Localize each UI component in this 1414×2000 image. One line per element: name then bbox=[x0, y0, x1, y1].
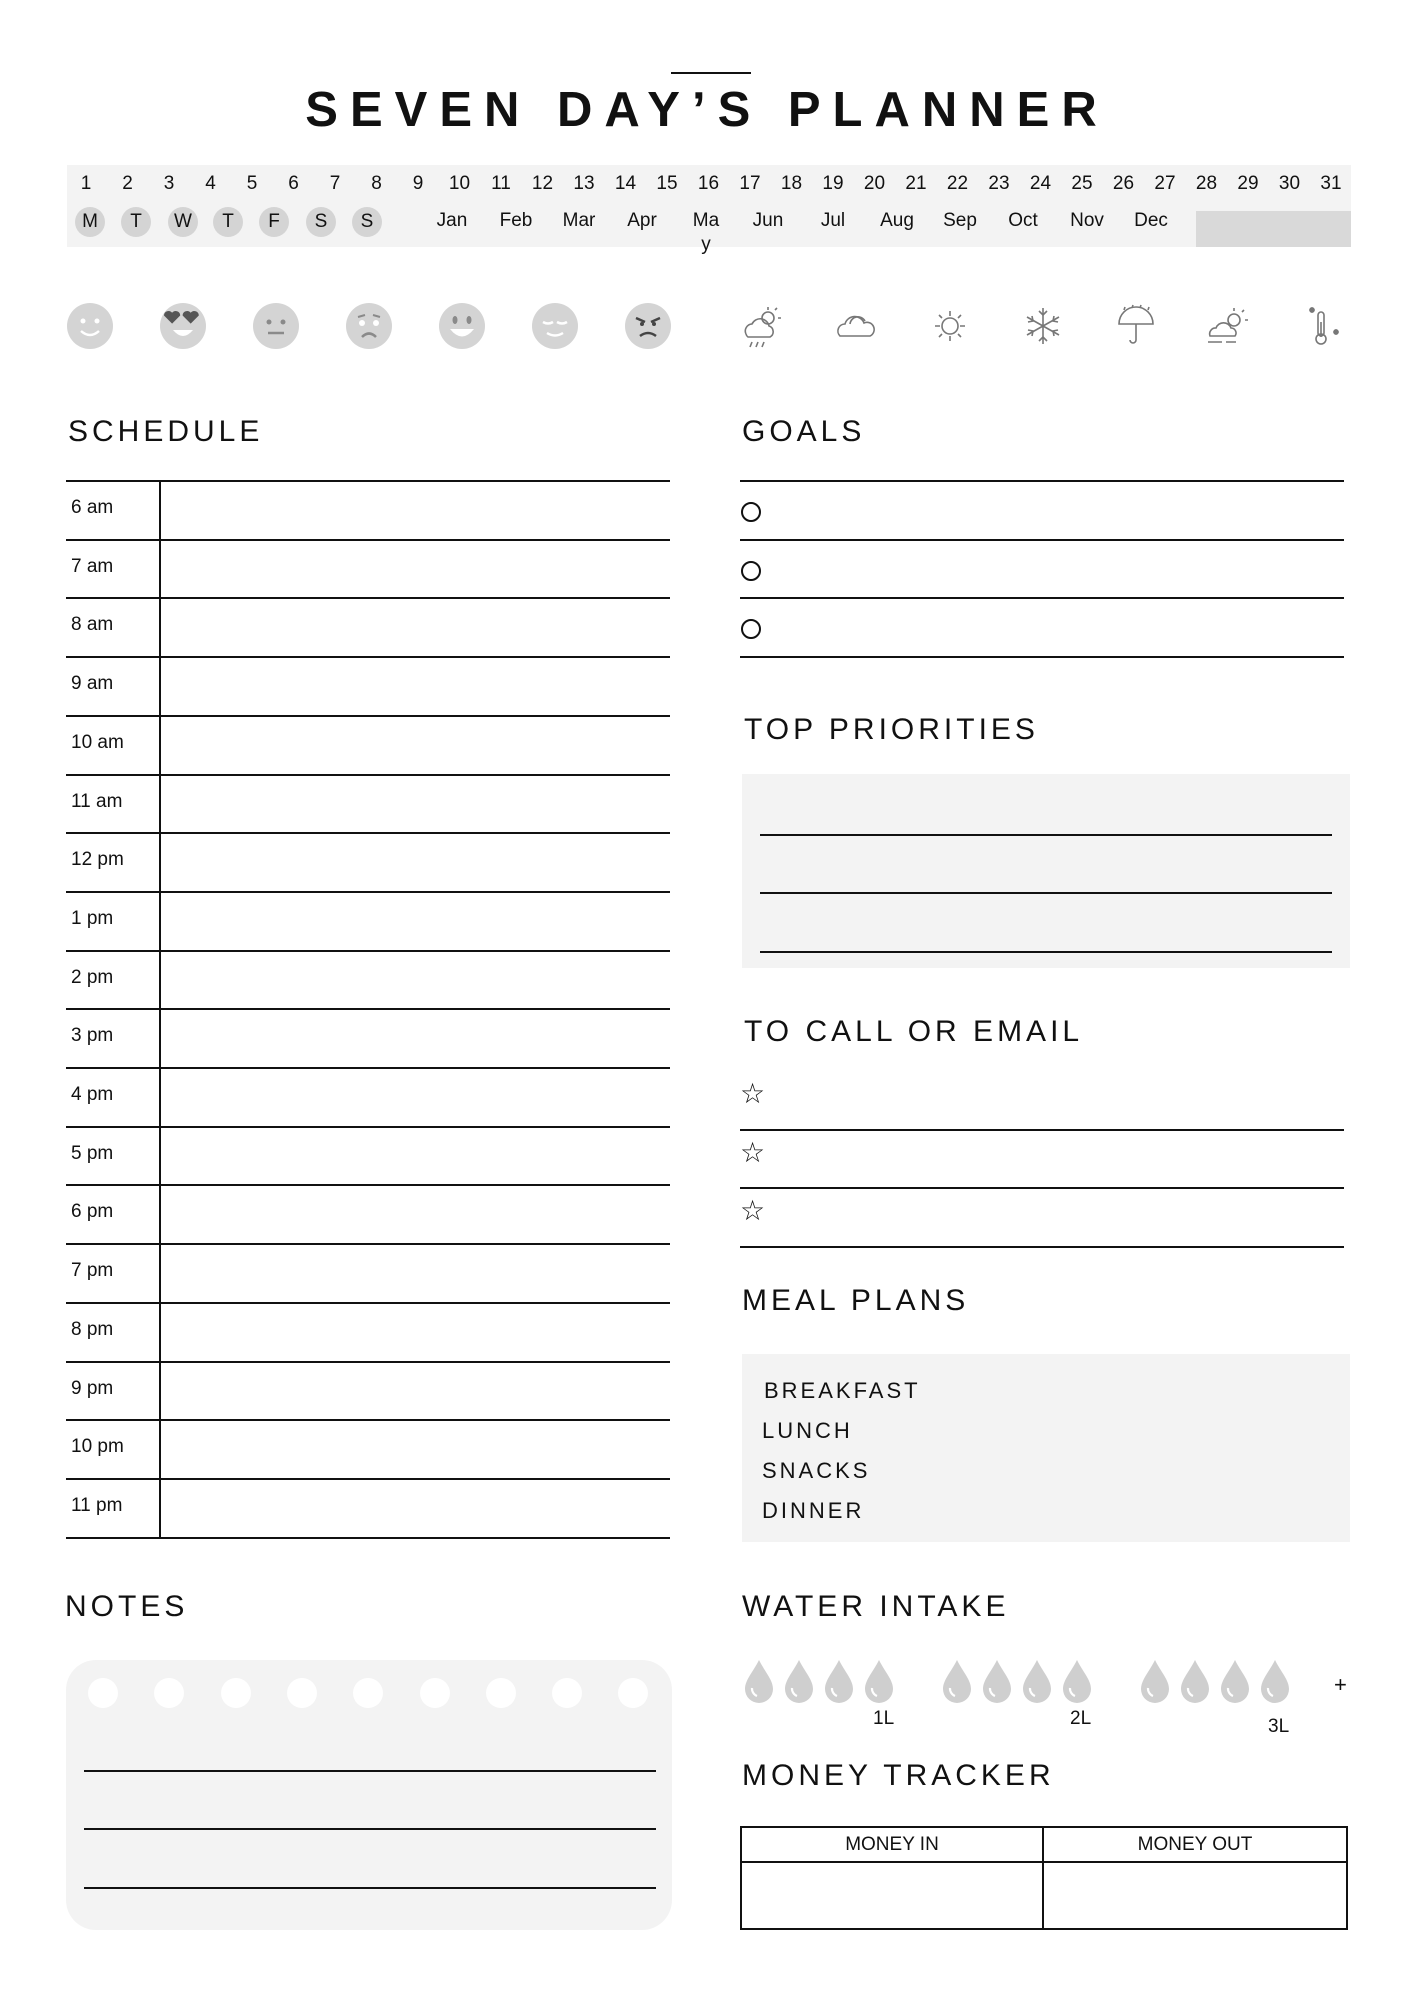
date-number[interactable]: 18 bbox=[780, 173, 803, 194]
schedule-time-label: 2 pm bbox=[71, 966, 114, 988]
notes-line[interactable] bbox=[84, 1828, 656, 1830]
month-label[interactable]: Mar bbox=[562, 210, 596, 231]
date-number[interactable]: 16 bbox=[697, 173, 720, 194]
schedule-time-label: 7 pm bbox=[71, 1260, 114, 1282]
water-label-2l: 2L bbox=[1070, 1708, 1092, 1729]
umbrella-rain-icon[interactable] bbox=[1111, 302, 1161, 350]
water-drop-icon[interactable] bbox=[940, 1658, 974, 1704]
goal-checkbox[interactable] bbox=[741, 619, 761, 639]
schedule-slot[interactable] bbox=[162, 658, 668, 713]
date-number[interactable]: 14 bbox=[614, 173, 637, 194]
goal-checkbox[interactable] bbox=[741, 561, 761, 581]
date-number[interactable]: 15 bbox=[656, 173, 678, 194]
top-priorities-heading: TOP PRIORITIES bbox=[744, 713, 1039, 746]
meal-lunch: LUNCH bbox=[762, 1418, 853, 1443]
month-label[interactable]: Jul bbox=[820, 210, 846, 231]
date-number[interactable]: 23 bbox=[988, 173, 1010, 194]
priority-line[interactable] bbox=[760, 834, 1332, 836]
snowflake-icon[interactable] bbox=[1018, 302, 1068, 350]
weekday-chip[interactable]: S bbox=[306, 207, 336, 237]
date-number[interactable]: 19 bbox=[822, 173, 844, 194]
contact-line[interactable] bbox=[775, 1074, 1345, 1124]
water-drop-icon[interactable] bbox=[1218, 1658, 1252, 1704]
schedule-slot[interactable] bbox=[162, 1363, 668, 1418]
schedule-time-label: 5 pm bbox=[71, 1142, 114, 1164]
star-icon[interactable]: ☆ bbox=[740, 1136, 766, 1168]
date-number[interactable]: 8 bbox=[371, 173, 382, 194]
schedule-slot[interactable] bbox=[162, 1010, 668, 1065]
schedule-time-label: 10 pm bbox=[71, 1436, 124, 1458]
water-label-3l: 3L bbox=[1268, 1716, 1290, 1737]
date-number[interactable]: 5 bbox=[246, 173, 258, 194]
money-out-header: MONEY OUT bbox=[1137, 1834, 1253, 1855]
contact-line[interactable] bbox=[775, 1191, 1345, 1241]
schedule-slot[interactable] bbox=[162, 1128, 668, 1183]
date-number[interactable]: 4 bbox=[205, 173, 216, 194]
goals-heading: GOALS bbox=[742, 415, 866, 448]
binder-hole bbox=[353, 1678, 383, 1708]
money-out-cell[interactable] bbox=[1044, 1863, 1346, 1928]
schedule-slot[interactable] bbox=[162, 599, 668, 654]
notes-line[interactable] bbox=[84, 1887, 656, 1889]
water-drop-icon[interactable] bbox=[980, 1658, 1014, 1704]
heart-eyes-face-icon[interactable] bbox=[159, 302, 207, 350]
relieved-face-icon[interactable] bbox=[531, 302, 579, 350]
weekday-chip[interactable]: W bbox=[168, 207, 198, 237]
schedule-slot[interactable] bbox=[162, 1421, 668, 1476]
schedule-time-label: 11 pm bbox=[71, 1494, 123, 1516]
money-table bbox=[740, 1826, 1348, 1930]
priority-line[interactable] bbox=[760, 892, 1332, 894]
date-number[interactable]: 25 bbox=[1071, 173, 1093, 194]
schedule-slot[interactable] bbox=[162, 1186, 668, 1241]
water-drop-icon[interactable] bbox=[1178, 1658, 1212, 1704]
water-add-button[interactable]: + bbox=[1334, 1672, 1347, 1697]
schedule-row-rule bbox=[66, 1537, 670, 1539]
contact-rule bbox=[740, 1129, 1344, 1131]
to-call-heading: TO CALL OR EMAIL bbox=[744, 1015, 1084, 1048]
month-label[interactable]: Sep bbox=[943, 210, 977, 231]
grinning-face-icon[interactable] bbox=[438, 302, 486, 350]
month-label[interactable]: Aug bbox=[880, 210, 914, 231]
star-icon[interactable]: ☆ bbox=[740, 1078, 766, 1109]
date-number[interactable]: 1 bbox=[80, 173, 92, 194]
date-number[interactable]: 13 bbox=[573, 173, 595, 194]
month-label[interactable]: Jan bbox=[436, 210, 468, 231]
schedule-time-label: 7 am bbox=[71, 555, 114, 577]
money-in-cell[interactable] bbox=[742, 1863, 1042, 1928]
schedule-slot[interactable] bbox=[162, 1245, 668, 1300]
schedule-time-label: 6 pm bbox=[71, 1201, 114, 1223]
date-number[interactable]: 3 bbox=[163, 173, 175, 194]
schedule-slot[interactable] bbox=[162, 717, 668, 772]
schedule-time-label: 6 am bbox=[71, 497, 114, 518]
schedule-time-label: 9 pm bbox=[71, 1377, 114, 1399]
date-number[interactable]: 11 bbox=[491, 173, 511, 194]
notes-heading: NOTES bbox=[65, 1590, 189, 1623]
date-number[interactable]: 26 bbox=[1112, 173, 1135, 194]
date-number[interactable]: 2 bbox=[122, 173, 133, 194]
title-rule bbox=[671, 72, 751, 74]
water-drop-icon[interactable] bbox=[1060, 1658, 1094, 1704]
priority-line[interactable] bbox=[760, 951, 1332, 953]
weekday-chip[interactable]: S bbox=[352, 207, 382, 237]
month-label[interactable]: Oct bbox=[1008, 210, 1038, 231]
schedule-slot[interactable] bbox=[162, 834, 668, 889]
water-drop-icon[interactable] bbox=[822, 1658, 856, 1704]
schedule-slot[interactable] bbox=[162, 952, 668, 1007]
goal-rule bbox=[740, 656, 1344, 658]
month-label[interactable]: Feb bbox=[499, 210, 533, 231]
schedule-slot[interactable] bbox=[162, 482, 668, 537]
smiling-face-icon[interactable] bbox=[66, 302, 114, 350]
page-title: SEVEN DAY’S PLANNER bbox=[305, 83, 1109, 137]
weekday-chip[interactable]: T bbox=[213, 207, 243, 237]
binder-hole bbox=[552, 1678, 582, 1708]
money-tracker-heading: MONEY TRACKER bbox=[742, 1759, 1055, 1792]
date-number[interactable]: 10 bbox=[448, 173, 471, 194]
schedule-slot[interactable] bbox=[162, 776, 668, 831]
goal-rule bbox=[740, 597, 1344, 599]
month-label[interactable]: Ma y bbox=[692, 210, 720, 255]
goal-checkbox[interactable] bbox=[741, 502, 761, 522]
money-in-header: MONEY IN bbox=[845, 1834, 939, 1855]
weekday-chip[interactable]: M bbox=[75, 207, 105, 237]
neutral-face-icon[interactable] bbox=[252, 302, 300, 350]
meal-breakfast: BREAKFAST bbox=[764, 1378, 921, 1403]
contact-rule bbox=[740, 1246, 1344, 1248]
goal-line[interactable] bbox=[770, 484, 1340, 534]
schedule-time-label: 12 pm bbox=[71, 849, 124, 871]
schedule-time-label: 11 am bbox=[71, 790, 123, 812]
schedule-time-label: 1 pm bbox=[71, 907, 114, 929]
water-label-1l: 1L bbox=[873, 1708, 895, 1729]
date-number[interactable]: 24 bbox=[1029, 173, 1052, 194]
binder-hole bbox=[420, 1678, 450, 1708]
date-number[interactable]: 7 bbox=[329, 173, 341, 194]
month-label[interactable]: Nov bbox=[1070, 210, 1104, 231]
schedule-slot[interactable] bbox=[162, 1069, 668, 1124]
top-priorities-box bbox=[742, 774, 1350, 968]
star-icon[interactable]: ☆ bbox=[740, 1195, 766, 1227]
month-label[interactable]: Jun bbox=[752, 210, 784, 231]
angry-face-icon[interactable] bbox=[624, 302, 672, 350]
sun-rain-cloud-icon[interactable] bbox=[738, 302, 788, 350]
date-number[interactable]: 9 bbox=[412, 173, 424, 194]
water-drop-icon[interactable] bbox=[862, 1658, 896, 1704]
contact-rule bbox=[740, 1187, 1344, 1189]
water-drop-icon[interactable] bbox=[1138, 1658, 1172, 1704]
month-label[interactable]: Dec bbox=[1134, 210, 1168, 231]
schedule-slot[interactable] bbox=[162, 1480, 668, 1535]
schedule-time-label: 8 pm bbox=[71, 1318, 114, 1340]
schedule-slot[interactable] bbox=[162, 1304, 668, 1359]
date-number[interactable]: 31 bbox=[1320, 173, 1342, 194]
water-drop-icon[interactable] bbox=[1258, 1658, 1292, 1704]
water-drop-icon[interactable] bbox=[782, 1658, 816, 1704]
water-drop-icon[interactable] bbox=[1020, 1658, 1054, 1704]
sun-behind-cloud-icon[interactable] bbox=[1204, 302, 1254, 350]
binder-hole bbox=[287, 1678, 317, 1708]
meal-snacks: SNACKS bbox=[762, 1458, 871, 1483]
meal-plans-box bbox=[742, 1354, 1350, 1542]
binder-hole bbox=[221, 1678, 251, 1708]
weekday-chip[interactable]: F bbox=[259, 207, 289, 237]
water-intake-heading: WATER INTAKE bbox=[742, 1590, 1010, 1623]
date-number[interactable]: 6 bbox=[288, 173, 299, 194]
goal-line[interactable] bbox=[770, 601, 1340, 651]
schedule-heading: SCHEDULE bbox=[68, 415, 264, 448]
date-number[interactable]: 20 bbox=[863, 173, 886, 194]
schedule-time-label: 4 pm bbox=[71, 1084, 114, 1105]
date-number[interactable]: 17 bbox=[739, 173, 761, 194]
schedule-time-label: 3 pm bbox=[71, 1025, 114, 1047]
thermometer-snow-icon[interactable] bbox=[1297, 302, 1347, 350]
date-number[interactable]: 28 bbox=[1195, 173, 1218, 194]
schedule-time-label: 8 am bbox=[71, 614, 114, 636]
date-strip-filler bbox=[1196, 211, 1351, 247]
water-drop-icon[interactable] bbox=[742, 1658, 776, 1704]
worried-face-icon[interactable] bbox=[345, 302, 393, 350]
goals-top-rule bbox=[740, 480, 1344, 482]
sun-icon[interactable] bbox=[925, 302, 975, 350]
month-label[interactable]: Apr bbox=[627, 210, 657, 231]
date-number[interactable]: 22 bbox=[946, 173, 969, 194]
date-number[interactable]: 30 bbox=[1278, 173, 1301, 194]
goal-rule bbox=[740, 539, 1344, 541]
cloud-icon[interactable] bbox=[832, 302, 882, 350]
binder-hole bbox=[88, 1678, 118, 1708]
date-number[interactable]: 21 bbox=[905, 173, 927, 194]
notes-line[interactable] bbox=[84, 1770, 656, 1772]
schedule-time-label: 9 am bbox=[71, 673, 114, 695]
binder-hole bbox=[486, 1678, 516, 1708]
schedule-slot[interactable] bbox=[162, 541, 668, 596]
date-number[interactable]: 12 bbox=[531, 173, 554, 194]
meal-plans-heading: MEAL PLANS bbox=[742, 1284, 970, 1317]
date-number[interactable]: 27 bbox=[1154, 173, 1176, 194]
weekday-chip[interactable]: T bbox=[121, 207, 151, 237]
meal-dinner: DINNER bbox=[762, 1498, 865, 1523]
contact-line[interactable] bbox=[775, 1133, 1345, 1183]
goal-line[interactable] bbox=[770, 543, 1340, 593]
date-number[interactable]: 29 bbox=[1237, 173, 1259, 194]
schedule-time-label: 10 am bbox=[71, 731, 124, 753]
schedule-slot[interactable] bbox=[162, 893, 668, 948]
